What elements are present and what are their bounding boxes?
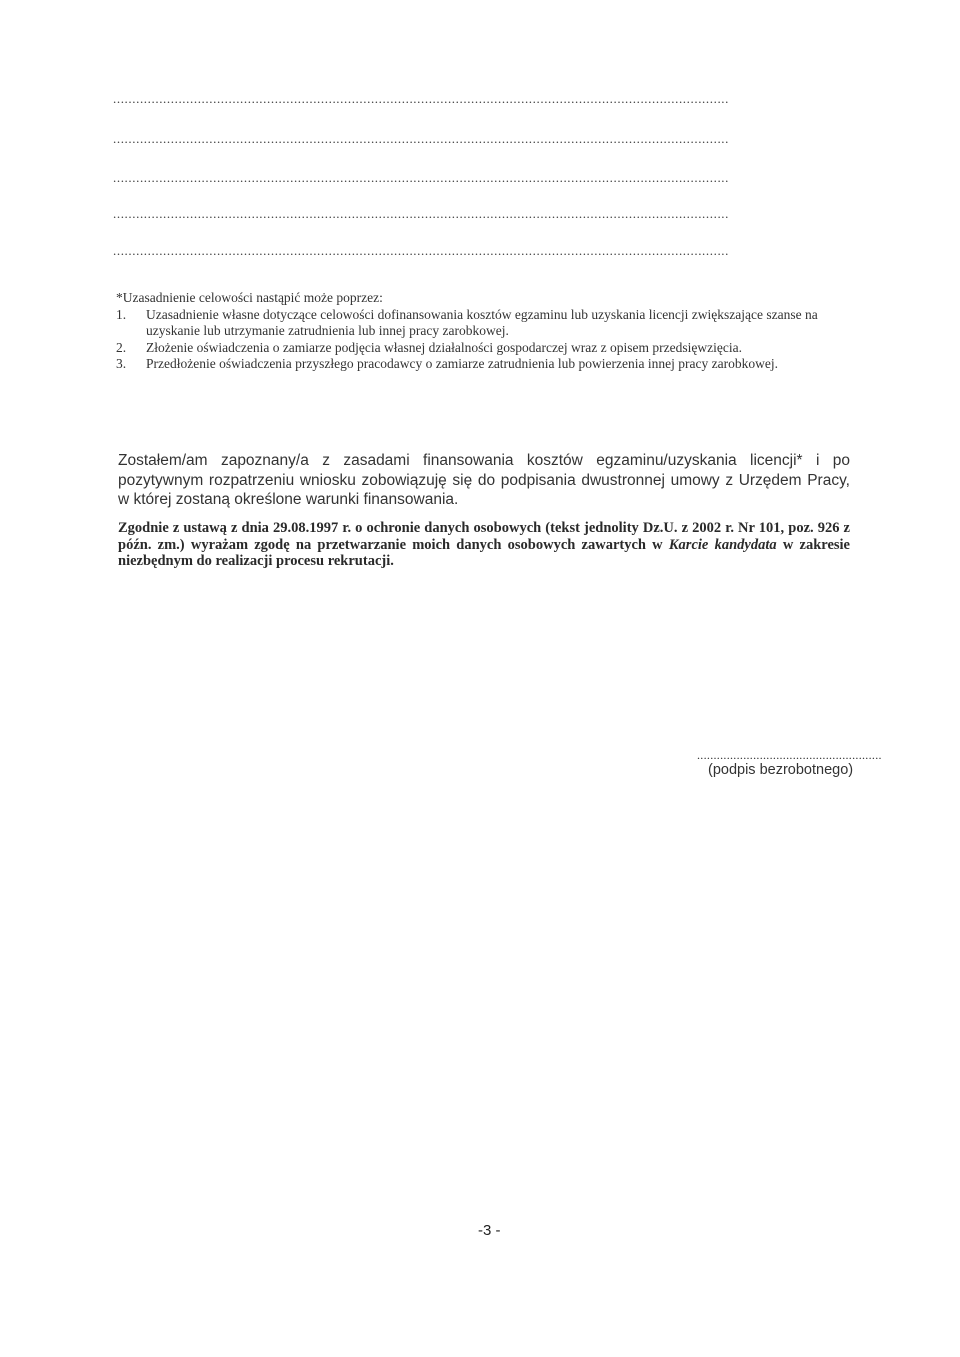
note-item-text: Złożenie oświadczenia o zamiarze podjęcia własnej działalności gospodarczej wraz z opisem przedsięwzięcia. (146, 339, 742, 355)
consent-form-name: Karcie kandydata (668, 536, 777, 553)
note-item-3 (116, 356, 856, 373)
note-item-1 (116, 307, 856, 340)
note-item-text: Przedłożenie oświadczenia przyszłego pracodawcy o zamiarze zatrudnienia lub powierzenia innej pracy zarobkowej. (146, 356, 778, 371)
page-number: -3 - (478, 1222, 501, 1239)
note-item-number: 1. (116, 306, 127, 322)
note-item-text: Uzasadnienie własne dotyczące celowości dofinansowania kosztów egzaminu lub uzyskania licencji zwiększające szanse na uzyskanie lub utrzymanie zatrudnienia lub innej pracy zarobkowej. (146, 306, 818, 338)
consent-text-end: w zakresie niezbędnym do realizacji procesu rekrutacji. (118, 536, 850, 569)
justification-note (116, 290, 856, 373)
dotted-line-1: ................................................................................................................................................................ (113, 91, 729, 106)
note-item-2 (116, 340, 856, 357)
consent-text-start: Zgodnie z ustawą z dnia 29.08.1997 r. o ochronie danych osobowych (tekst jednolity Dz.U. z 2002 r. Nr 101, poz. 926 z późn. zm.) wyrażam zgodę na przetwarzanie moich danych osobowych zawartych w (118, 520, 850, 553)
note-heading: *Uzasadnienie celowości nastąpić może poprzez: (116, 290, 383, 305)
signature-line: ........................................................ (697, 748, 882, 762)
note-item-number: 3. (116, 356, 127, 371)
declaration-paragraph: Zostałem/am zapoznany/a z zasadami finansowania kosztów egzaminu/uzyskania licencji* i po pozytywnym rozpatrzeniu wniosku zobowiązuję się do podpisania dwustronnej umowy z Urzędem Pracy, w której zostaną określone warunki finansowania. (118, 452, 850, 508)
dotted-line-4: ................................................................................................................................................................ (113, 206, 729, 221)
dotted-line-2: ................................................................................................................................................................ (113, 131, 729, 146)
note-item-number: 2. (116, 339, 127, 355)
signature-label: (podpis bezrobotnego) (708, 762, 854, 778)
data-consent-paragraph (118, 520, 850, 570)
dotted-line-3: ................................................................................................................................................................ (113, 170, 729, 185)
dotted-line-5: ................................................................................................................................................................ (113, 243, 729, 258)
